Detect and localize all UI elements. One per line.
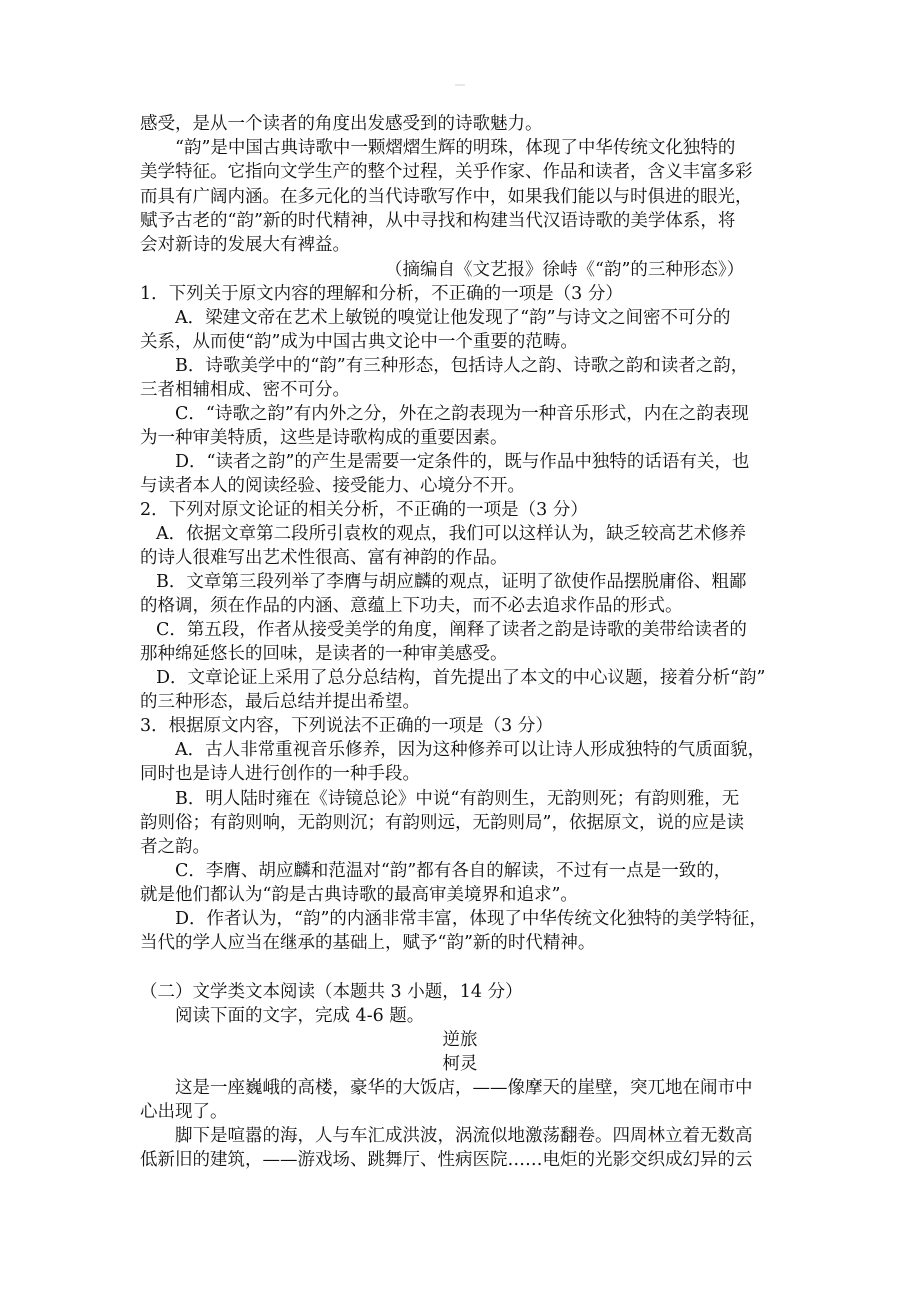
question-2-option-a: A．依据文章第二段所引袁枚的观点，我们可以这样认为，缺乏较高艺术修养 (156, 524, 747, 544)
question-2-stem: 2．下列对原文论证的相关分析，不正确的一项是（3 分） (140, 500, 588, 520)
reading-instruction: 阅读下面的文字，完成 4-6 题。 (175, 1006, 425, 1026)
question-3-option-a: A．古人非常重视音乐修养，因为这种修养可以让诗人形成独特的气质面貌， (175, 740, 766, 760)
paragraph-line: 会对新诗的发展大有裨益。 (140, 235, 350, 255)
question-2-option-b-cont: 的格调，须在作品的内涵、意蕴上下功夫，而不必去追求作品的形式。 (140, 596, 683, 616)
scan-mark (455, 84, 465, 86)
question-2-option-b: B．文章第三段列举了李膺与胡应麟的观点，证明了欲使作品摆脱庸俗、粗鄙 (156, 572, 747, 592)
question-1-stem: 1．下列关于原文内容的理解和分析，不正确的一项是（3 分） (140, 284, 623, 304)
article-paragraph-line: 脚下是喧嚣的海，人与车汇成洪波，涡流似地激荡翻卷。四周林立着无数高 (175, 1126, 753, 1146)
question-1-option-a-cont: 关系，从而使“韵”成为中国古典文论中一个重要的范畴。 (140, 332, 578, 352)
question-3-option-d: D．作者认为，“韵”的内涵非常丰富，体现了中华传统文化独特的美学特征， (175, 909, 767, 929)
question-3-option-c: C．李膺、胡应麟和范温对“韵”都有各自的解读，不过有一点是一致的， (175, 861, 732, 881)
paragraph-line: “韵”是中国古典诗歌中一颗熠熠生辉的明珠，体现了中华传统文化独特的 (175, 138, 736, 158)
question-2-option-c-cont: 那种绵延悠长的回味，是读者的一种审美感受。 (140, 644, 508, 664)
paragraph-line: 而具有广阔内涵。在多元化的当代诗歌写作中，如果我们能以与时俱进的眼光， (140, 187, 753, 207)
section-heading: （二）文学类文本阅读（本题共 3 小题，14 分） (140, 982, 523, 1002)
article-paragraph-line: 低新旧的建筑，——游戏场、跳舞厅、性病医院……电炬的光影交织成幻异的云 (140, 1150, 753, 1170)
question-1-option-a: A．梁建文帝在艺术上敏锐的嗅觉让他发现了“韵”与诗文之间密不可分的 (175, 308, 731, 328)
article-paragraph-line: 这是一座巍峨的高楼，豪华的大饭店，——像摩天的崖壁，突兀地在闹市中 (175, 1078, 753, 1098)
article-title: 逆旅 (442, 1030, 478, 1050)
paragraph-line: 赋予古老的“韵”新的时代精神，从中寻找和构建当代汉语诗歌的美学体系，将 (140, 211, 736, 231)
question-2-option-d: D．文章论证上采用了总分总结构，首先提出了本文的中心议题，接着分析“韵” (156, 668, 766, 688)
question-3-option-b: B．明人陆时雍在《诗镜总论》中说“有韵则生，无韵则死；有韵则雅，无 (175, 789, 740, 809)
text-line: 感受，是从一个读者的角度出发感受到的诗歌魅力。 (140, 114, 543, 134)
question-1-option-c: C．“诗歌之韵”有内外之分，外在之韵表现为一种音乐形式，内在之韵表现 (175, 404, 749, 424)
question-2-option-c: C．第五段，作者从接受美学的角度，阐释了读者之韵是诗歌的美带给读者的 (156, 620, 747, 640)
question-1-option-b-cont: 三者相辅相成、密不可分。 (140, 380, 350, 400)
question-3-option-a-cont: 同时也是诗人进行创作的一种手段。 (140, 764, 420, 784)
question-3-option-d-cont: 当代的学人应当在继承的基础上，赋予“韵”新的时代精神。 (140, 933, 596, 953)
question-3-option-b-cont: 韵则俗；有韵则响，无韵则沉；有韵则远，无韵则局”，依据原文，说的应是读 (140, 813, 744, 833)
source-citation: （摘编自《文艺报》徐峙《“韵”的三种形态》） (385, 260, 745, 280)
question-2-option-d-cont: 的三种形态，最后总结并提出希望。 (140, 692, 420, 712)
question-3-stem: 3．根据原文内容，下列说法不正确的一项是（3 分） (140, 716, 553, 736)
paragraph-line: 美学特征。它指向文学生产的整个过程，关乎作家、作品和读者，含义丰富多彩 (140, 162, 753, 182)
question-3-option-b-cont2: 者之韵。 (140, 837, 210, 857)
question-2-option-a-cont: 的诗人很难写出艺术性很高、富有神韵的作品。 (140, 548, 508, 568)
article-author: 柯灵 (442, 1054, 478, 1074)
question-3-option-c-cont: 就是他们都认为“韵是古典诗歌的最高审美境界和追求”。 (140, 885, 578, 905)
article-paragraph-line: 心出现了。 (140, 1102, 228, 1122)
question-1-option-c-cont: 为一种审美特质，这些是诗歌构成的重要因素。 (140, 428, 508, 448)
question-1-option-d: D．“读者之韵”的产生是需要一定条件的，既与作品中独特的话语有关，也 (175, 452, 750, 472)
question-1-option-d-cont: 与读者本人的阅读经验、接受能力、心境分不开。 (140, 476, 525, 496)
question-1-option-b: B．诗歌美学中的“韵”有三种形态，包括诗人之韵、诗歌之韵和读者之韵， (175, 356, 749, 376)
